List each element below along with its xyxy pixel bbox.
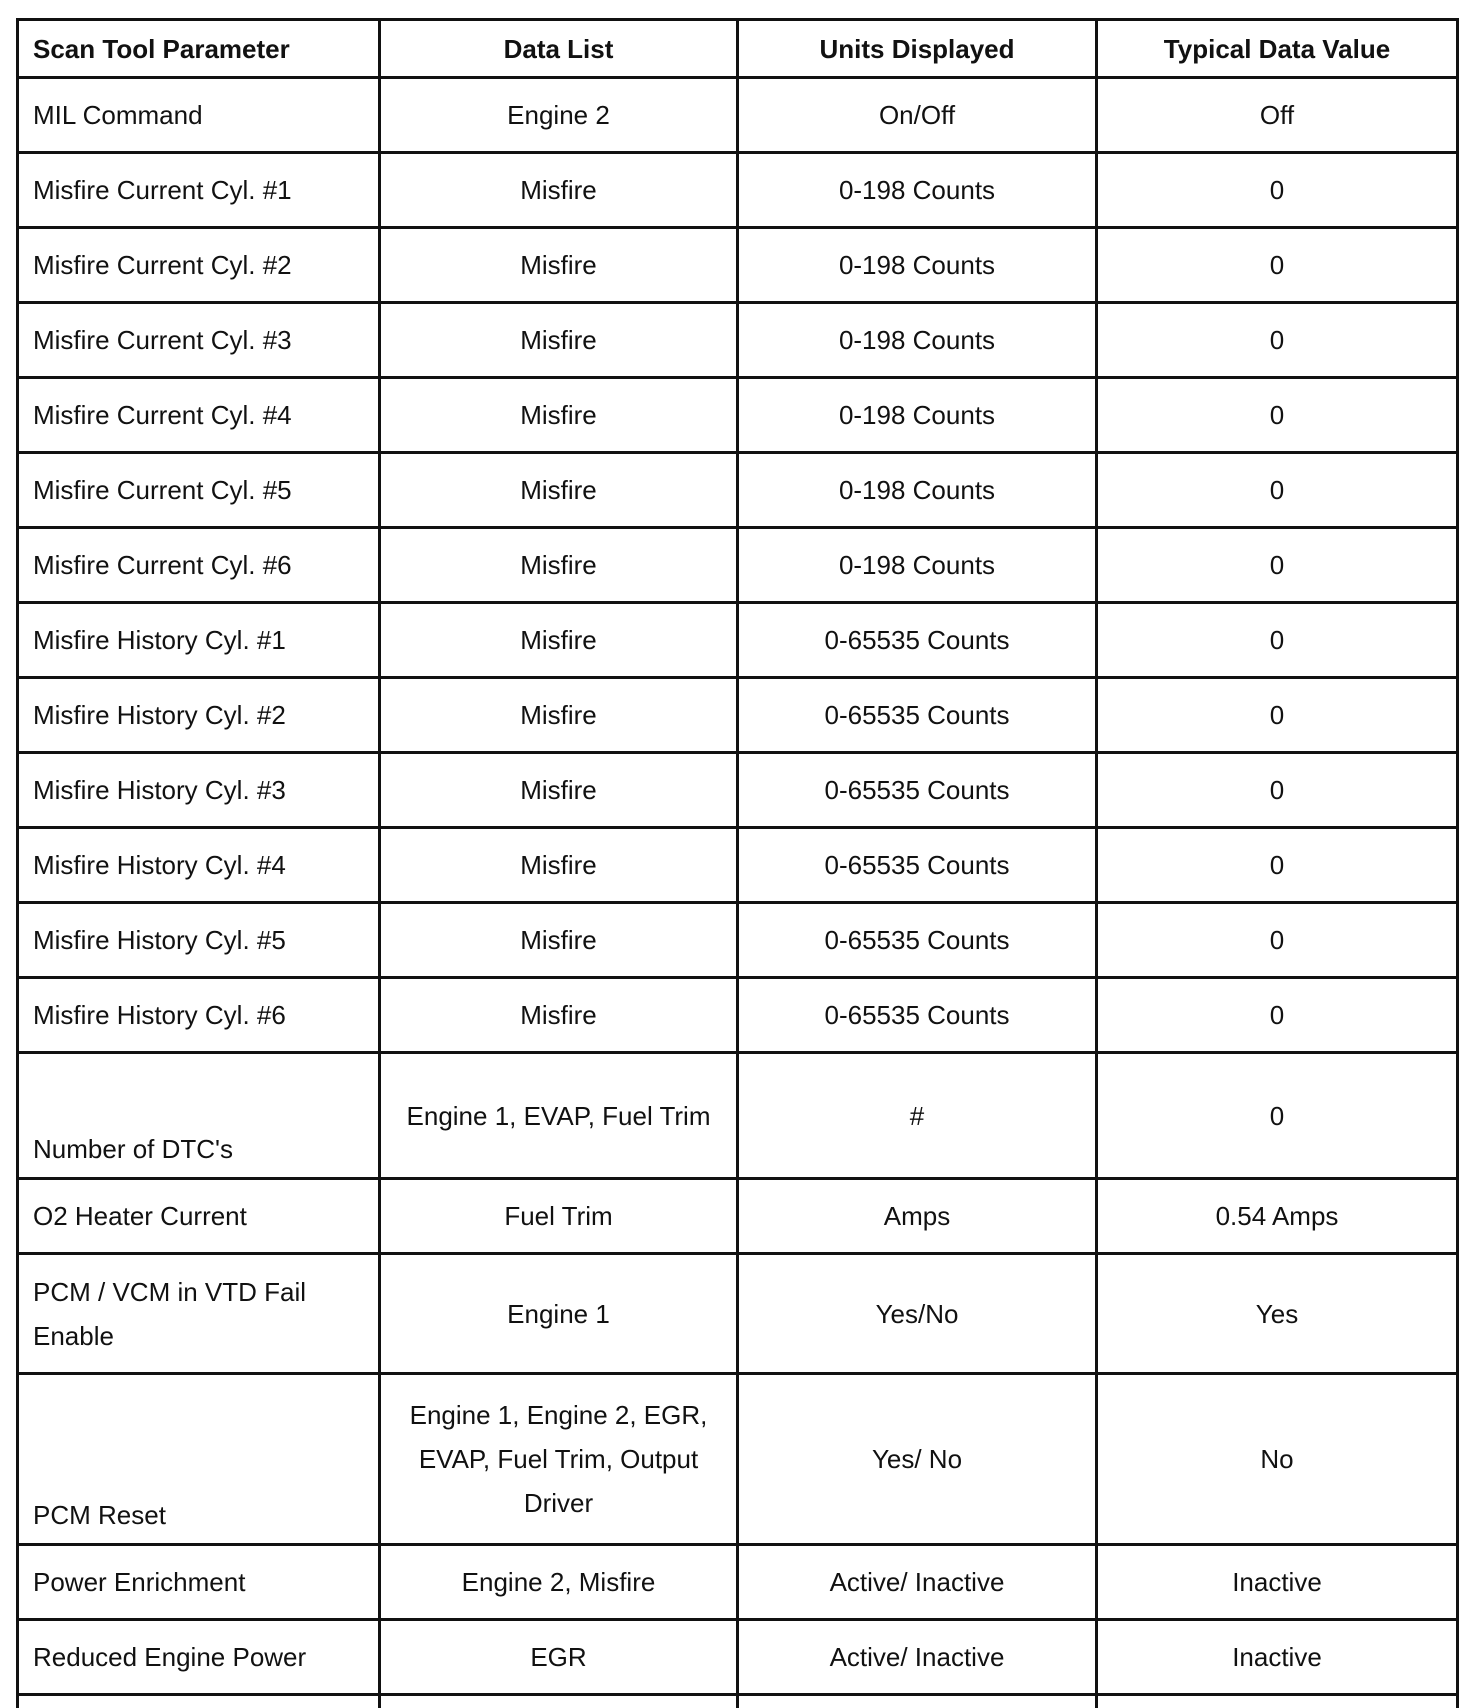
cell-data-list: Misfire: [380, 753, 738, 828]
header-data-list: Data List: [380, 20, 738, 78]
table-row: [18, 153, 1458, 228]
cell-units: On/Off: [738, 78, 1097, 153]
table-row: [18, 1053, 1458, 1179]
scan-tool-parameter-table: [16, 18, 1459, 1708]
cell-typical: 0: [1097, 528, 1458, 603]
cell-parameter: Misfire History Cyl. #3: [18, 753, 380, 828]
table-row-continuation: [18, 1695, 1458, 1708]
cell-typical: Inactive: [1097, 1620, 1458, 1695]
cell-data-list: Engine 1, Engine 2, EGR, EVAP, Fuel Trim, Output Driver: [380, 1374, 738, 1545]
cell-data-list: Misfire: [380, 378, 738, 453]
cell-typical: Inactive: [1097, 1545, 1458, 1620]
cell-units: #: [738, 1053, 1097, 1179]
table-row: [18, 1254, 1458, 1374]
cell-units: 0-65535 Counts: [738, 903, 1097, 978]
table-row: [18, 78, 1458, 153]
table-row: [18, 528, 1458, 603]
cell-parameter: O2 Heater Current: [18, 1179, 380, 1254]
cell-data-list: Engine 1, EVAP, Fuel Trim: [380, 1053, 738, 1179]
cell-typical: 0: [1097, 828, 1458, 903]
cell-typical: 0: [1097, 753, 1458, 828]
cell-parameter: Misfire Current Cyl. #6: [18, 528, 380, 603]
cell-parameter: Misfire Current Cyl. #1: [18, 153, 380, 228]
table-row: [18, 678, 1458, 753]
cell-units: Active/ Inactive: [738, 1620, 1097, 1695]
table-row: [18, 378, 1458, 453]
header-typical-data-value: Typical Data Value: [1097, 20, 1458, 78]
table-header: [18, 20, 1458, 78]
table-row: [18, 978, 1458, 1053]
table-row: [18, 753, 1458, 828]
cell-data-list: Misfire: [380, 903, 738, 978]
continuation-cell: [380, 1695, 738, 1708]
cell-parameter: Misfire History Cyl. #6: [18, 978, 380, 1053]
cell-data-list: Engine 2: [380, 78, 738, 153]
cell-data-list: Misfire: [380, 678, 738, 753]
cell-units: 0-198 Counts: [738, 153, 1097, 228]
cell-units: 0-198 Counts: [738, 453, 1097, 528]
cell-units: Amps: [738, 1179, 1097, 1254]
cell-typical: 0: [1097, 978, 1458, 1053]
cell-parameter: Misfire History Cyl. #4: [18, 828, 380, 903]
header-scan-tool-parameter: Scan Tool Parameter: [18, 20, 380, 78]
cell-data-list: Engine 1: [380, 1254, 738, 1374]
table-row: [18, 1179, 1458, 1254]
table-row: [18, 1545, 1458, 1620]
cell-data-list: Misfire: [380, 828, 738, 903]
cell-data-list: Engine 2, Misfire: [380, 1545, 738, 1620]
cell-typical: 0: [1097, 603, 1458, 678]
continuation-cell: [18, 1695, 380, 1708]
table-row: [18, 228, 1458, 303]
cell-data-list: Misfire: [380, 978, 738, 1053]
cell-typical: 0: [1097, 153, 1458, 228]
cell-parameter: Power Enrichment: [18, 1545, 380, 1620]
cell-parameter: Misfire Current Cyl. #2: [18, 228, 380, 303]
cell-typical: 0: [1097, 228, 1458, 303]
cell-units: 0-198 Counts: [738, 378, 1097, 453]
cell-data-list: Misfire: [380, 153, 738, 228]
cell-typical: 0: [1097, 1053, 1458, 1179]
table-row: [18, 828, 1458, 903]
cell-parameter: PCM / VCM in VTD Fail Enable: [18, 1254, 380, 1374]
header-units-displayed: Units Displayed: [738, 20, 1097, 78]
cell-parameter: Number of DTC's: [18, 1053, 380, 1179]
table-body: [18, 78, 1458, 1708]
cell-data-list: EGR: [380, 1620, 738, 1695]
cell-data-list: Misfire: [380, 228, 738, 303]
cell-typical: Yes: [1097, 1254, 1458, 1374]
cell-typical: 0: [1097, 903, 1458, 978]
cell-typical: 0: [1097, 378, 1458, 453]
cell-units: 0-65535 Counts: [738, 753, 1097, 828]
table-row: [18, 303, 1458, 378]
cell-typical: 0: [1097, 678, 1458, 753]
cell-data-list: Misfire: [380, 528, 738, 603]
cell-parameter: Misfire History Cyl. #1: [18, 603, 380, 678]
cell-units: Yes/No: [738, 1254, 1097, 1374]
cell-typical: 0.54 Amps: [1097, 1179, 1458, 1254]
cell-typical: 0: [1097, 453, 1458, 528]
table-row: [18, 453, 1458, 528]
cell-data-list: Misfire: [380, 303, 738, 378]
header-row: [18, 20, 1458, 78]
cell-typical: Off: [1097, 78, 1458, 153]
cell-units: Yes/ No: [738, 1374, 1097, 1545]
cell-units: 0-198 Counts: [738, 528, 1097, 603]
cell-data-list: Misfire: [380, 603, 738, 678]
cell-parameter: MIL Command: [18, 78, 380, 153]
table-row: [18, 903, 1458, 978]
cell-data-list: Fuel Trim: [380, 1179, 738, 1254]
cell-parameter: Misfire History Cyl. #2: [18, 678, 380, 753]
continuation-cell: [738, 1695, 1097, 1708]
cell-units: Active/ Inactive: [738, 1545, 1097, 1620]
cell-typical: No: [1097, 1374, 1458, 1545]
cell-typical: 0: [1097, 303, 1458, 378]
cell-units: 0-65535 Counts: [738, 978, 1097, 1053]
cell-data-list: Misfire: [380, 453, 738, 528]
table-row: [18, 603, 1458, 678]
table-row: [18, 1620, 1458, 1695]
cell-parameter: PCM Reset: [18, 1374, 380, 1545]
cell-units: 0-198 Counts: [738, 228, 1097, 303]
cell-parameter: Reduced Engine Power: [18, 1620, 380, 1695]
cell-parameter: Misfire Current Cyl. #4: [18, 378, 380, 453]
cell-parameter: Misfire Current Cyl. #5: [18, 453, 380, 528]
cell-parameter: Misfire Current Cyl. #3: [18, 303, 380, 378]
cell-units: 0-65535 Counts: [738, 828, 1097, 903]
cell-units: 0-198 Counts: [738, 303, 1097, 378]
cell-units: 0-65535 Counts: [738, 678, 1097, 753]
cell-units: 0-65535 Counts: [738, 603, 1097, 678]
continuation-cell: [1097, 1695, 1458, 1708]
table-row: [18, 1374, 1458, 1545]
cell-parameter: Misfire History Cyl. #5: [18, 903, 380, 978]
